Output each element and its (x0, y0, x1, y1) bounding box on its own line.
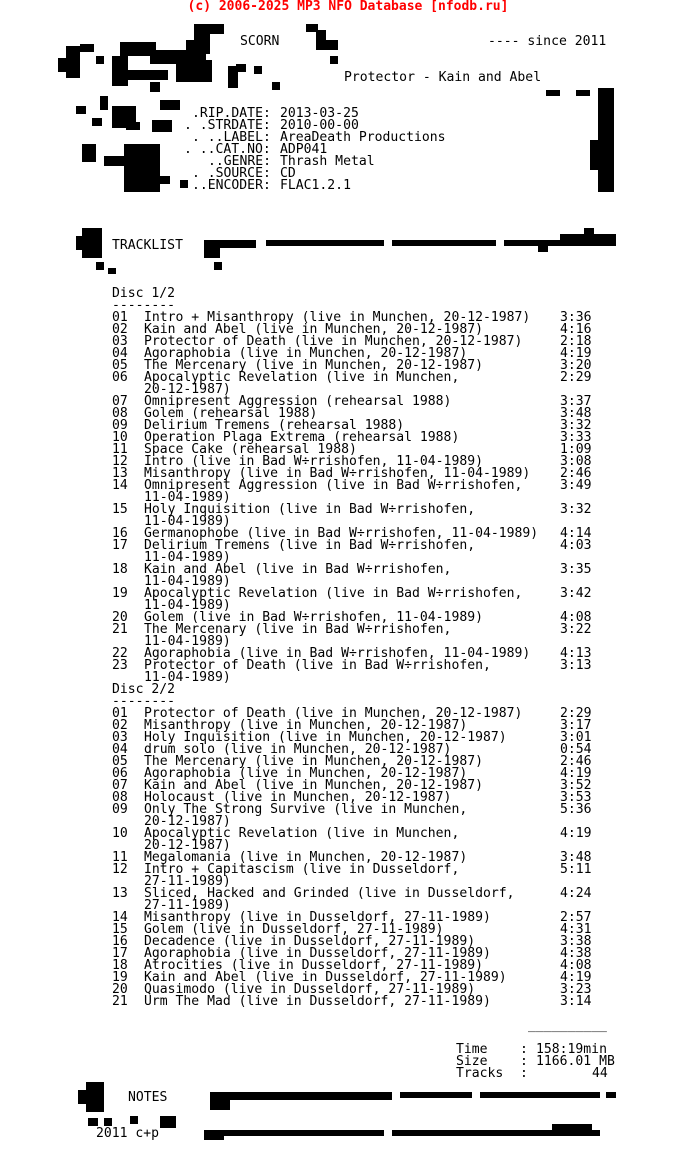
totals-divider: __________ (528, 1018, 607, 1033)
rip-date-value: 2013-03-25 (280, 106, 359, 121)
track-number: 02 (112, 718, 128, 733)
track-number: 17 (112, 946, 128, 961)
track-duration: 5:11 (560, 862, 592, 877)
track-title: Operation Plaga Extrema (rehearsal 1988) (144, 430, 460, 445)
track-title-continued: 11-04-1989) (144, 598, 231, 613)
track-title: Holocaust (live in Munchen, 20-12-1987) (144, 790, 452, 805)
track-duration: 4:13 (560, 646, 592, 661)
track-duration: 3:42 (560, 586, 592, 601)
signature: 2011 c+p (96, 1126, 160, 1141)
track-title: Space Cake (rehearsal 1988) (144, 442, 357, 457)
track-title: Quasimodo (live in Dusseldorf, 27-11-1989) (144, 982, 476, 997)
release-title: Protector - Kain and Abel (344, 70, 542, 85)
track-duration: 3:32 (560, 502, 592, 517)
track-duration: 3:14 (560, 994, 592, 1009)
cat-no-label: . ..CAT.NO: (184, 142, 271, 157)
track-duration: 2:29 (560, 706, 592, 721)
track-title: Protector of Death (live in Munchen, 20-12-1987) (144, 706, 523, 721)
track-number: 04 (112, 742, 128, 757)
track-number: 12 (112, 862, 128, 877)
track-duration: 3:48 (560, 406, 592, 421)
track-duration: 3:35 (560, 562, 592, 577)
source-value: CD (280, 166, 296, 181)
track-duration: 3:37 (560, 394, 592, 409)
track-duration: 3:23 (560, 982, 592, 997)
track-number: 19 (112, 586, 128, 601)
track-number: 05 (112, 754, 128, 769)
track-number: 14 (112, 910, 128, 925)
track-number: 16 (112, 934, 128, 949)
track-duration: 3:33 (560, 430, 592, 445)
track-title: Protector of Death (live in Munchen, 20-12-1987) (144, 334, 523, 349)
track-title: drum solo (live in Munchen, 20-12-1987) (144, 742, 452, 757)
track-title: Only The Strong Survive (live in Munchen, (144, 802, 468, 817)
track-duration: 3:38 (560, 934, 592, 949)
disc-title: Disc 2/2 (112, 682, 176, 697)
track-number: 22 (112, 646, 128, 661)
track-number: 11 (112, 850, 128, 865)
track-number: 20 (112, 610, 128, 625)
track-title: Kain and Abel (live in Dusseldorf, 27-11-1989) (144, 970, 507, 985)
track-number: 21 (112, 622, 128, 637)
track-number: 06 (112, 766, 128, 781)
total-size-value: 1166.01 MB (536, 1054, 615, 1069)
track-number: 02 (112, 322, 128, 337)
track-duration: 4:19 (560, 826, 592, 841)
track-duration: 3:17 (560, 718, 592, 733)
track-title: Golem (live in Bad W÷rrishofen, 11-04-1989) (144, 610, 483, 625)
track-title: Agoraphobia (live in Dusseldorf, 27-11-1989) (144, 946, 491, 961)
track-number: 15 (112, 922, 128, 937)
rip-date-label: .RIP.DATE: (192, 106, 271, 121)
group-name: SCORN (240, 34, 280, 49)
track-number: 10 (112, 430, 128, 445)
track-number: 07 (112, 778, 128, 793)
track-title-continued: 11-04-1989) (144, 550, 231, 565)
track-duration: 4:24 (560, 886, 592, 901)
track-duration: 2:46 (560, 466, 592, 481)
track-duration: 4:19 (560, 346, 592, 361)
track-number: 21 (112, 994, 128, 1009)
track-duration: 3:52 (560, 778, 592, 793)
track-duration: 4:31 (560, 922, 592, 937)
track-number: 14 (112, 478, 128, 493)
total-time-value: 158:19min (536, 1042, 607, 1057)
track-title: Omnipresent Aggression (rehearsal 1988) (144, 394, 452, 409)
track-number: 18 (112, 958, 128, 973)
track-number: 01 (112, 706, 128, 721)
track-number: 20 (112, 982, 128, 997)
track-title-continued: 20-12-1987) (144, 838, 231, 853)
track-number: 17 (112, 538, 128, 553)
track-number: 08 (112, 790, 128, 805)
track-title: Apocalyptic Revelation (live in Munchen, (144, 826, 460, 841)
track-title: Delirium Tremens (rehearsal 1988) (144, 418, 405, 433)
track-duration: 2:46 (560, 754, 592, 769)
track-title-continued: 11-04-1989) (144, 514, 231, 529)
track-title: Misanthropy (live in Bad W÷rrishofen, 11-04-1989) (144, 466, 531, 481)
track-duration: 4:14 (560, 526, 592, 541)
track-title: Apocalyptic Revelation (live in Bad W÷rrishofen, (144, 586, 523, 601)
track-duration: 4:38 (560, 946, 592, 961)
disc-underline: -------- (112, 694, 176, 709)
track-title-continued: 27-11-1989) (144, 874, 231, 889)
track-title: Intro + Misanthropy (live in Munchen, 20-12-1987) (144, 310, 531, 325)
str-date-label: . .STRDATE: (184, 118, 271, 133)
track-duration: 1:09 (560, 442, 592, 457)
tracklist-heading: TRACKLIST (112, 238, 183, 253)
track-number: 09 (112, 802, 128, 817)
track-number: 01 (112, 310, 128, 325)
track-title: The Mercenary (live in Munchen, 20-12-1987) (144, 754, 483, 769)
track-title: Kain and Abel (live in Munchen, 20-12-1987) (144, 322, 483, 337)
total-size-label: Size (456, 1054, 488, 1069)
track-title: Intro (live in Bad W÷rrishofen, 11-04-1989) (144, 454, 483, 469)
track-duration: 4:19 (560, 970, 592, 985)
track-title-continued: 11-04-1989) (144, 634, 231, 649)
track-title-continued: 20-12-1987) (144, 814, 231, 829)
track-duration: 4:03 (560, 538, 592, 553)
track-title: Omnipresent Aggression (live in Bad W÷rrishofen, (144, 478, 523, 493)
total-time-sep: : (520, 1042, 528, 1057)
track-duration: 4:08 (560, 610, 592, 625)
track-title: Kain and Abel (live in Munchen, 20-12-1987) (144, 778, 483, 793)
encoder-value: FLAC1.2.1 (280, 178, 351, 193)
track-duration: 3:36 (560, 310, 592, 325)
total-tracks-label: Tracks (456, 1066, 504, 1081)
track-duration: 0:54 (560, 742, 592, 757)
track-number: 03 (112, 334, 128, 349)
total-tracks-value: 44 (592, 1066, 608, 1081)
track-title-continued: 11-04-1989) (144, 574, 231, 589)
label-value: AreaDeath Productions (280, 130, 446, 145)
track-duration: 3:20 (560, 358, 592, 373)
nfodb-credit: (c) 2006-2025 MP3 NFO Database [nfodb.ru] (187, 0, 509, 14)
track-duration: 3:08 (560, 454, 592, 469)
source-label: . .SOURCE: (192, 166, 271, 181)
track-title: Decadence (live in Dusseldorf, 27-11-1989) (144, 934, 476, 949)
track-duration: 3:48 (560, 850, 592, 865)
track-title: Agoraphobia (live in Bad W÷rrishofen, 11-04-1989) (144, 646, 531, 661)
total-size-sep: : (520, 1054, 528, 1069)
track-duration: 5:36 (560, 802, 592, 817)
track-number: 11 (112, 442, 128, 457)
track-duration: 3:13 (560, 658, 592, 673)
total-time-label: Time (456, 1042, 488, 1057)
track-duration: 3:53 (560, 790, 592, 805)
track-number: 04 (112, 346, 128, 361)
track-title: Misanthropy (live in Munchen, 20-12-1987) (144, 718, 468, 733)
track-duration: 3:49 (560, 478, 592, 493)
label-label: . ..LABEL: (192, 130, 271, 145)
track-title: The Mercenary (live in Munchen, 20-12-1987) (144, 358, 483, 373)
track-number: 06 (112, 370, 128, 385)
track-title: Sliced, Hacked and Grinded (live in Dusseldorf, (144, 886, 515, 901)
track-number: 03 (112, 730, 128, 745)
track-title: Holy Inquisition (live in Bad W÷rrishofen, (144, 502, 476, 517)
disc-underline: -------- (112, 298, 176, 313)
track-number: 09 (112, 418, 128, 433)
track-title: Golem (rehearsal 1988) (144, 406, 318, 421)
genre-value: Thrash Metal (280, 154, 375, 169)
track-title: Germanophobe (live in Bad W÷rrishofen, 11-04-1989) (144, 526, 539, 541)
track-number: 05 (112, 358, 128, 373)
disc-title: Disc 1/2 (112, 286, 176, 301)
track-title: Kain and Abel (live in Bad W÷rrishofen, (144, 562, 452, 577)
track-title: Apocalyptic Revelation (live in Munchen, (144, 370, 460, 385)
track-title: Agoraphobia (live in Munchen, 20-12-1987) (144, 346, 468, 361)
track-title-continued: 11-04-1989) (144, 670, 231, 685)
track-number: 23 (112, 658, 128, 673)
track-title: Urm The Mad (live in Dusseldorf, 27-11-1989) (144, 994, 491, 1009)
track-number: 12 (112, 454, 128, 469)
str-date-value: 2010-00-00 (280, 118, 359, 133)
track-duration: 3:32 (560, 418, 592, 433)
track-title: Misanthropy (live in Dusseldorf, 27-11-1989) (144, 910, 491, 925)
track-title: Megalomania (live in Munchen, 20-12-1987) (144, 850, 468, 865)
genre-label: ..GENRE: (208, 154, 272, 169)
track-title-continued: 27-11-1989) (144, 898, 231, 913)
track-title: Intro + Capitascism (live in Dusseldorf, (144, 862, 460, 877)
since-label: ---- since 2011 (488, 34, 607, 49)
track-number: 10 (112, 826, 128, 841)
track-number: 13 (112, 466, 128, 481)
track-title: The Mercenary (live in Bad W÷rrishofen, (144, 622, 452, 637)
track-title-continued: 11-04-1989) (144, 490, 231, 505)
track-title: Agoraphobia (live in Munchen, 20-12-1987) (144, 766, 468, 781)
track-title: Holy Inquisition (live in Munchen, 20-12-1987) (144, 730, 507, 745)
track-number: 19 (112, 970, 128, 985)
track-duration: 4:08 (560, 958, 592, 973)
track-duration: 3:01 (560, 730, 592, 745)
track-title: Protector of Death (live in Bad W÷rrishofen, (144, 658, 491, 673)
track-duration: 3:22 (560, 622, 592, 637)
track-title: Golem (live in Dusseldorf, 27-11-1989) (144, 922, 444, 937)
track-duration: 2:29 (560, 370, 592, 385)
track-number: 16 (112, 526, 128, 541)
cat-no-value: ADP041 (280, 142, 328, 157)
track-duration: 2:18 (560, 334, 592, 349)
track-number: 15 (112, 502, 128, 517)
track-number: 07 (112, 394, 128, 409)
encoder-label: ..ENCODER: (192, 178, 271, 193)
track-duration: 4:16 (560, 322, 592, 337)
track-title: Atrocities (live in Dusseldorf, 27-11-1989) (144, 958, 483, 973)
track-title: Delirium Tremens (live in Bad W÷rrishofen, (144, 538, 476, 553)
notes-heading: NOTES (128, 1090, 168, 1105)
track-number: 13 (112, 886, 128, 901)
track-duration: 4:19 (560, 766, 592, 781)
track-number: 18 (112, 562, 128, 577)
total-tracks-sep: : (520, 1066, 528, 1081)
track-duration: 2:57 (560, 910, 592, 925)
track-title-continued: 20-12-1987) (144, 382, 231, 397)
track-number: 08 (112, 406, 128, 421)
